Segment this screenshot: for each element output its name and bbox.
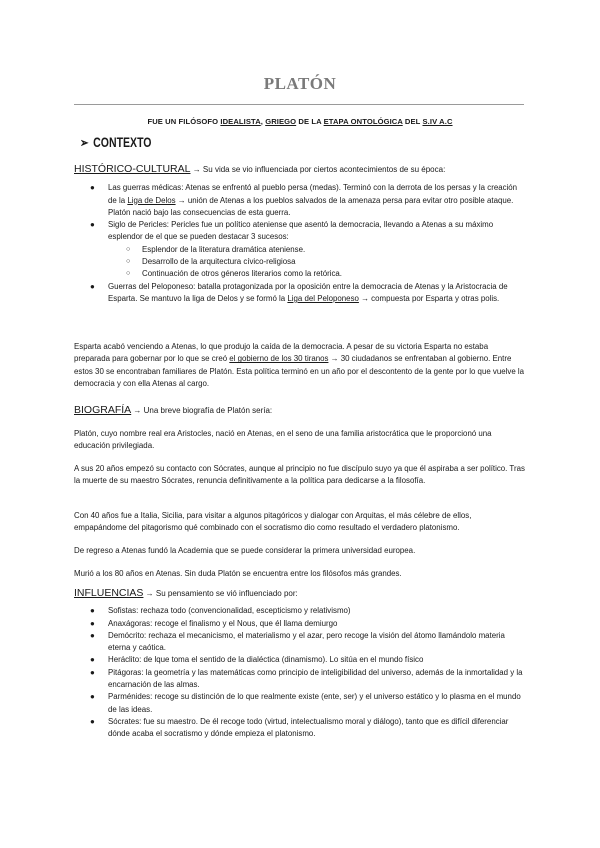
paragraph-text: Esparta acabó venciendo a Atenas, lo que produjo la caída de la democracia. A pesar de su victoria Esparta no estaba preparada para gobernar por lo que se creó	[74, 342, 489, 364]
historico-title: HISTÓRICO-CULTURAL	[74, 163, 191, 175]
liga-peloponeso-link: Liga del Peloponeso	[287, 293, 359, 303]
historico-section	[74, 163, 526, 305]
influencias-heading	[74, 587, 526, 600]
sub-item-text: Desarrollo de la arquitectura cívico-religiosa	[142, 257, 296, 267]
bullet-icon: ●	[90, 220, 95, 230]
item-text: Pitágoras: la geometría y las matemáticas como principio de inteligibilidad del universo, además de la inmortalidad y la encarnación de las almas.	[108, 667, 523, 690]
biografia-paragraph: De regreso a Atenas fundó la Academia que se puede considerar la primera universidad europea.	[74, 546, 416, 555]
gobierno-30-tiranos-link: el gobierno de los 30 tiranos	[229, 354, 329, 364]
item-text: Sócrates: fue su maestro. De él recoge todo (virtud, intelectualismo moral y diálogo), tanto que es difícil diferenciar dónde acaba el socratismo y dónde empieza el platonismo.	[108, 716, 509, 739]
list-item	[74, 667, 526, 692]
contexto-label: CONTEXTO	[93, 135, 152, 150]
list-item	[74, 691, 526, 716]
item-text: Parménides: recoge su distinción de lo que realmente existe (ente, ser) y el universo estático y lo plasma en el mundo de las ideas.	[108, 692, 521, 714]
bullet-icon: ●	[90, 618, 95, 628]
bullet-icon: ●	[90, 655, 95, 665]
sub-list-item	[74, 268, 526, 280]
circle-bullet-icon: ○	[126, 258, 131, 266]
item-text: Siglo de Pericles: Pericles fue un político ateniense que asentó la democracia, llevando a Atenas a su máximo esplendor de el que se pueden destacar 3 sucesos:	[108, 220, 494, 242]
biografia-title: BIOGRAFÍA	[74, 404, 132, 416]
item-text: Anaxágoras: recoge el finalismo y el Nous, que él llama demiurgo	[108, 618, 338, 628]
subtitle-etapa: ETAPA ONTOLÓGICA	[323, 117, 403, 126]
item-text: → compuesta por Esparta y otras polis.	[358, 293, 500, 303]
circle-bullet-icon: ○	[126, 270, 131, 278]
biografia-paragraph: A sus 20 años empezó su contacto con Sócrates, aunque al principio no fue discípulo suyo ya que él aspiraba a ser político. Tras la muerte de su maestro Sócrates, renuncia definitivamente a la política para dedicarse a la filosofía.	[74, 464, 525, 486]
influencias-list	[74, 605, 526, 740]
item-text: Heráclito: de lque toma el sentido de la dialéctica (dinamismo). Lo sitúa en el mundo físico	[108, 655, 424, 665]
sub-list-item	[74, 244, 526, 256]
section-heading-contexto	[80, 135, 152, 151]
subtitle-griego: GRIEGO	[265, 117, 297, 126]
list-item	[74, 281, 526, 306]
title-divider	[74, 104, 524, 105]
bullet-icon: ●	[90, 183, 95, 193]
item-text: Guerras del Peloponeso: batalla protagonizada por la oposición entre la democracia de Atenas y la Aristocracia de Esparta. Se mantuvo la liga de Delos y se formó la	[108, 281, 508, 303]
liga-delos-link: Liga de Delos	[127, 195, 176, 205]
item-text: Demócrito: rechaza el mecanicismo, el materialismo y el azar, pero recoge la visión del átomo llamándolo materia eterna y caótica.	[108, 630, 505, 653]
list-item	[74, 219, 526, 244]
historico-heading	[74, 163, 526, 176]
biografia-section	[74, 404, 526, 417]
item-text: Las guerras médicas: Atenas se enfrentó al pueblo persa (medas). Terminó con la derrota de los persas y la creación de la	[108, 183, 518, 205]
arrow-bullet-icon: ➢	[80, 135, 89, 150]
influencias-section	[74, 587, 526, 741]
list-item	[74, 630, 526, 655]
bullet-icon: ●	[90, 716, 95, 726]
bullet-icon: ●	[90, 606, 95, 616]
subtitle-siglo: S.IV A.C	[422, 117, 453, 126]
item-text: → unión de Atenas a los pueblos salvados de la amenaza persa para evitar otro posible ataque. Platón nació bajo las consecuencias de esta guerra.	[108, 195, 514, 217]
page-title: PLATÓN	[263, 74, 337, 93]
circle-bullet-icon: ○	[126, 245, 131, 253]
historico-list	[74, 182, 526, 305]
paragraph-text: → 30 ciudadanos se enfrentaban al gobierno. Entre estos 30 se encontraban familiares de Platón. Esta política terminó en un año por el descontento de la gente por lo que vuelve la democracia y con ella Atenas al cargo.	[74, 354, 525, 388]
bullet-icon: ●	[90, 692, 95, 702]
historico-paragraph	[74, 341, 526, 390]
subtitle	[74, 117, 526, 126]
subtitle-text: ,	[260, 117, 266, 126]
subtitle-idealista: IDEALISTA	[220, 117, 261, 126]
sub-item-text: Continuación de otros géneros literarios como la retórica.	[142, 269, 342, 279]
biografia-paragraph: Con 40 años fue a Italia, Sicilia, para visitar a algunos pitagóricos y dialogar con Arquitas, el más célebre de ellos, empapándome del pitagorismo qué combinado con el socratismo dio como resultado el verdadero platonismo.	[74, 511, 472, 533]
list-item	[74, 618, 526, 630]
biografia-paragraph: Murió a los 80 años en Atenas. Sin duda Platón se encuentra entre los filósofos más grandes.	[74, 569, 402, 578]
historico-intro: → Su vida se vio influenciada por ciertos acontecimientos de su época:	[190, 165, 446, 174]
influencias-intro: → Su pensamiento se vió influenciado por:	[143, 589, 298, 598]
sub-item-text: Esplendor de la literatura dramática ateniense.	[142, 244, 306, 254]
list-item	[74, 654, 526, 666]
subtitle-text: FUE UN FILÓSOFO	[147, 117, 221, 126]
list-item	[74, 716, 526, 741]
bullet-icon: ●	[90, 630, 95, 640]
item-text: Sofistas: rechaza todo (convencionalidad, escepticismo y relativismo)	[108, 606, 351, 616]
subtitle-text: DEL	[402, 117, 423, 126]
sub-list-item	[74, 256, 526, 268]
bullet-icon: ●	[90, 667, 95, 677]
list-item	[74, 605, 526, 617]
biografia-heading	[74, 404, 526, 417]
subtitle-text: DE LA	[296, 117, 324, 126]
biografia-intro: → Una breve biografía de Platón sería:	[131, 406, 273, 415]
biografia-paragraph: Platón, cuyo nombre real era Aristocles, nació en Atenas, en el seno de una familia aristocrática que le proporcionó una educación privilegiada.	[74, 429, 492, 451]
bullet-icon: ●	[90, 281, 95, 291]
list-item	[74, 182, 526, 219]
influencias-title: INFLUENCIAS	[74, 587, 144, 599]
